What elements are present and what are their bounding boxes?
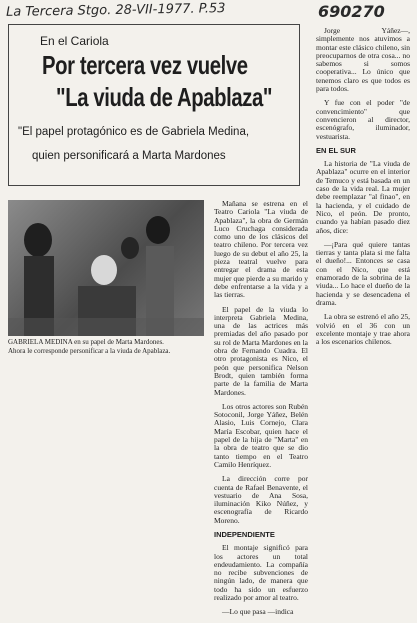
- paragraph: La obra se estrenó el año 25, volvió en el 36 con un excelente montaje y trae ahora a los escenarios chilenos.: [316, 312, 411, 347]
- paragraph: Los otros actores son Rubén Sotoconil, Jorge Yáñez, Belén Alasio, Luis Cornejo, Clara María Escobar, quien hace el papel de la hija de "Marta" en la obra de teatro que se dio tanto tiempo en el Teatro Camilo Henríquez.: [214, 401, 308, 469]
- paragraph: El papel de la viuda lo interpreta Gabriela Medina, una de las actrices más premiadas del año pasado por su rol de Marta Mardones en la obra de Fernando Cuadra. El otro protagonista es Nico, el peón que personifica Nelson Brodt, quien también forma parte de la familia de Marta Mardones.: [214, 304, 308, 397]
- photo-figures: [8, 200, 204, 336]
- kicker: En el Cariola: [40, 34, 109, 48]
- subhead-en-el-sur: EN EL SUR: [316, 145, 356, 155]
- photo-actors: [8, 200, 204, 336]
- paragraph: La historia de "La viuda de Apablaza" ocurre en el interior de Temuco y está basada en un caso de la vida real. La mujer debe reemplazar "al finao", en la hacienda, y el cuidado de Nico, el peón. De pronto, cuando ya habían pasado diez años, dice:: [316, 159, 410, 235]
- handwritten-folio: 690270: [318, 2, 385, 21]
- paragraph: Mañana se estrena en el Teatro Cariola "La viuda de Apablaza", la obra de Germán Luco Cruchaga considerada como uno de los clásicos del teatro chileno. Por tercera vez luego de su debut el año 25, la pieza teatral vuelve para entregar el drama de esta mujer que pierde a su marido y debe enfrentarse a la vida y a las tierras.: [214, 199, 308, 300]
- paragraph: La dirección corre por cuenta de Rafael Benavente, el vestuario de Ana Sosa, iluminación Kiko Núñez, y escenografía de Ricardo Moreno.: [214, 474, 308, 525]
- photo-caption-line-1: GABRIELA MEDINA en su papel de Marta Mardones.: [8, 338, 164, 346]
- paragraph: —¡Para qué quiere tantas tierras y tanta plata si me falta el dueño!... Entonces se casa con el Nico, que está enamorado de la sobrina de la viuda... Lo hace el dueño de la hacienda y se desencadena el drama.: [316, 239, 410, 307]
- dek-line-1: "El papel protagónico es de Gabriela Medina,: [18, 126, 250, 138]
- paragraph: Jorge Yáñez—, simplemente nos atuvimos a montar este clásico chileno, sin preocuparnos de otra cosa... no sabemos si somos cooperativa... Lo único que tenemos claro es que todos es para todos.: [316, 26, 410, 94]
- subhead-independiente: INDEPENDIENTE: [214, 529, 275, 539]
- article-column-right: [316, 27, 410, 352]
- headline-line-1: Por tercera vez vuelve: [42, 50, 248, 80]
- photo-caption-line-2: Ahora le corresponde personificar a la viuda de Apablaza.: [8, 346, 171, 355]
- headline-line-2: "La viuda de Apablaza": [56, 82, 273, 112]
- paragraph: —Lo que pasa —indica: [222, 607, 294, 617]
- dek-line-2: quien personificará a Marta Mardones: [32, 150, 226, 162]
- article-column-middle: [214, 200, 308, 623]
- paragraph: El montaje significó para los actores un total endeudamiento. La compañía no recibe subvenciones de ningún lado, de manera que todo ha sido un esfuerzo realizado por amor al teatro.: [214, 543, 308, 603]
- paragraph: Y fue con el poder "de convencimiento" que convencieron al director, escenógrafo, iluminador, vestuarista.: [316, 98, 410, 141]
- handwritten-source-note: La Tercera Stgo. 28-VII-1977. P.53: [5, 1, 226, 20]
